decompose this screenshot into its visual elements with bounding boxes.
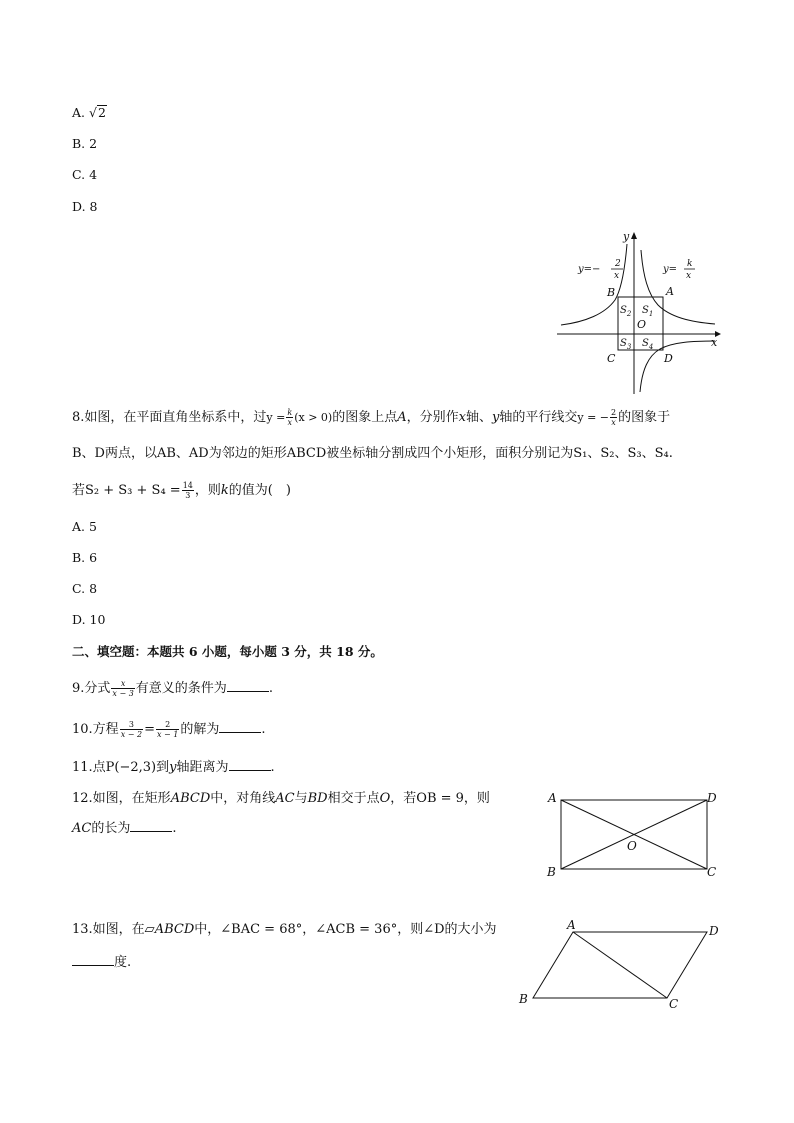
s4-label: $S_4$	[642, 338, 654, 351]
q10	[72, 720, 266, 739]
q9-period: .	[268, 681, 273, 696]
q8-option-d: D. 10	[72, 612, 106, 627]
q13-line-1	[72, 921, 497, 939]
frac-num: 2	[611, 408, 617, 417]
point-b-label: B	[607, 286, 616, 299]
q8-math: y = −	[577, 411, 610, 424]
curve-right-den: x	[686, 271, 692, 281]
q9-fraction	[111, 679, 134, 698]
frac-num: 14	[182, 481, 193, 490]
q8-text: 轴的平行线交	[499, 410, 578, 425]
q12-text: 与	[294, 791, 308, 806]
q8-fraction-k-x	[286, 408, 293, 427]
frac-num: 3	[120, 720, 143, 730]
q12-label-b: B	[547, 865, 556, 879]
s1-label: $S_1$	[642, 305, 654, 318]
q8-text: 轴、	[465, 410, 492, 425]
frac-num: k	[287, 408, 293, 417]
q12-answer-blank[interactable]	[130, 819, 172, 832]
q12-line-1	[72, 790, 490, 808]
frac-den: x	[287, 418, 293, 427]
q13-figure	[515, 917, 725, 1012]
q8-math: y =	[266, 411, 286, 424]
q13-line-2	[72, 953, 131, 972]
q12-period: .	[172, 821, 177, 836]
q12-ac: AC	[72, 821, 92, 836]
q9-answer-blank[interactable]	[227, 679, 269, 692]
curve-left-upper	[561, 244, 627, 325]
q10-fraction-right	[156, 720, 179, 739]
q13-text: 中，∠BAC = 68°，∠ACB = 36°，则∠D的大小为	[194, 922, 497, 937]
q8-line-2: B、D两点，以AB、AD为邻边的矩形ABCD被坐标轴分割成四个小矩形，面积分别记为S₁、S₂、S₃、S₄.	[72, 446, 673, 461]
frac-num: 2	[156, 720, 179, 730]
frac-num: x	[111, 679, 134, 689]
q7-option-a-radicand: 2	[97, 105, 106, 120]
q12-bd: BD	[307, 791, 328, 806]
q8-option-a: A. 5	[72, 519, 97, 534]
q8-figure	[555, 228, 725, 398]
q8-text: ，则	[194, 483, 221, 498]
q13-answer-blank[interactable]	[72, 953, 114, 966]
y-axis-arrow	[631, 232, 637, 239]
q12-text: 中，对角线	[210, 791, 276, 806]
q10-equals: =	[144, 722, 155, 737]
q10-text: 10.方程	[72, 722, 119, 737]
q10-text: 的解为	[180, 722, 220, 737]
q12-label-a: A	[548, 791, 557, 805]
frac-den: 3	[185, 491, 191, 500]
q9-text: 9.分式	[72, 681, 111, 696]
point-a-label: A	[666, 285, 674, 298]
frac-den: x − 1	[156, 730, 179, 739]
q8-x: x	[458, 410, 466, 425]
q11-y: y	[169, 760, 177, 775]
q13-label-a: A	[567, 918, 576, 932]
q12-label-d: D	[707, 791, 717, 805]
point-d-label: D	[664, 352, 673, 365]
q13-diagonal-ac	[573, 932, 667, 998]
q7-option-c: C. 4	[72, 167, 98, 182]
q12-label-o: O	[627, 839, 637, 853]
q8-math-sum: 若S₂ + S₃ + S₄ =	[72, 483, 181, 498]
q10-answer-blank[interactable]	[219, 720, 261, 733]
q8-option-b: B. 6	[72, 550, 98, 565]
q7-option-a	[72, 104, 107, 122]
q8-fraction-14-3	[182, 481, 194, 500]
q11-text: 轴距离为	[176, 760, 229, 775]
q11-answer-blank[interactable]	[229, 758, 271, 771]
q11	[72, 758, 275, 777]
q12-abcd: ABCD	[170, 791, 211, 806]
q7-option-b: B. 2	[72, 136, 98, 151]
q8-text: 的图象上点	[332, 410, 398, 425]
q10-period: .	[261, 722, 266, 737]
frac-den: x − 2	[120, 730, 143, 739]
curve-right-num: k	[687, 259, 693, 269]
q8-math-cond: (x > 0)	[294, 411, 333, 424]
q8-line-1	[72, 408, 670, 427]
q12-o: O	[379, 791, 391, 806]
q10-fraction-left	[120, 720, 143, 739]
section-2-heading: 二、填空题：本题共 6 小题，每小题 3 分，共 18 分。	[72, 644, 383, 659]
axis-x-label: x	[711, 336, 718, 349]
q12-text: 相交于点	[327, 791, 380, 806]
frac-den: x − 3	[112, 689, 134, 698]
curve-left-label: y=−	[578, 264, 601, 275]
q9	[72, 679, 273, 698]
q12-text: ，若OB = 9，则	[390, 791, 490, 806]
q12-text: 的长为	[91, 821, 131, 836]
q13-label-c: C	[669, 997, 679, 1011]
q8-point-a: A	[397, 410, 407, 425]
curve-left-den: x	[614, 271, 620, 281]
s3-label: $S_3$	[620, 338, 632, 351]
s2-label: $S_2$	[620, 305, 632, 318]
curve-left-num: 2	[615, 259, 621, 269]
q8-k: k	[220, 483, 229, 498]
point-c-label: C	[607, 352, 616, 365]
q12-label-c: C	[707, 865, 717, 879]
q13-label-b: B	[519, 992, 528, 1006]
frac-den: x	[611, 418, 616, 427]
q13-label-d: D	[709, 924, 719, 938]
q8-text: 8.如图，在平面直角坐标系中，过	[72, 410, 267, 425]
q8-fraction-2-x	[610, 408, 617, 427]
q13-text: 度.	[114, 955, 132, 970]
sqrt-sign: √	[88, 105, 97, 120]
q12-line-2	[72, 819, 177, 838]
q8-text: 的图象于	[618, 410, 671, 425]
q7-option-d: D. 8	[72, 199, 98, 214]
origin-label: O	[637, 318, 647, 331]
q12-ac: AC	[275, 791, 295, 806]
q8-line-3	[72, 481, 291, 500]
q11-text: 11.点P(−2,3)到	[72, 760, 170, 775]
q8-text: ，分别作	[406, 410, 459, 425]
q9-text: 有意义的条件为	[135, 681, 227, 696]
q13-text: 13.如图，在▱	[72, 922, 155, 937]
q8-y: y	[491, 410, 500, 425]
q8-text: 的值为( )	[228, 483, 291, 498]
curve-right-label: y=	[663, 264, 678, 275]
q11-period: .	[270, 760, 275, 775]
q8-option-c: C. 8	[72, 581, 98, 596]
q12-figure	[540, 788, 730, 883]
q12-text: 12.如图，在矩形	[72, 791, 171, 806]
axis-y-label: y	[623, 230, 630, 243]
q13-abcd: ABCD	[154, 922, 195, 937]
q7-option-a-label: A.	[72, 105, 89, 120]
